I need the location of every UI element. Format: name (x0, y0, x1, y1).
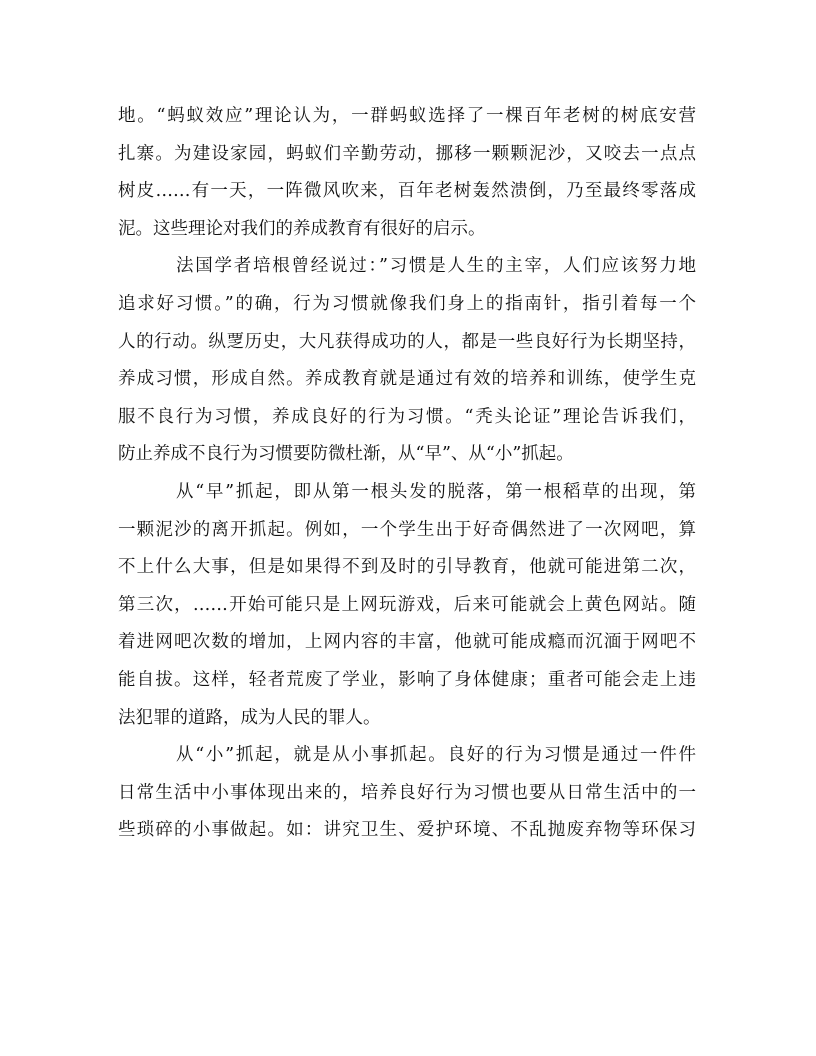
text-line: 着进网吧次数的增加，上网内容的丰富，他就可能成瘾而沉湎于网吧不 (118, 632, 696, 653)
text-line: 泥。这些理论对我们的养成教育有很好的启示。 (118, 218, 486, 239)
text-line: 日常生活中小事体现出来的，培养良好行为习惯也要从日常生活中的一 (118, 782, 696, 803)
text-line: 地。“蚂蚁效应”理论认为，一群蚂蚁选择了一棵百年老树的树底安营 (118, 106, 696, 126)
text-line: 人的行动。纵覂历史，大凡获得成功的人，都是一些良好行为长期坚持， (118, 331, 696, 352)
text-line: 服不良行为习惯，养成良好的行为习惯。“秃头论证”理论告诉我们， (118, 406, 696, 427)
paragraph-first-line: 法国学者培根曾经说过：”习惯是人生的主宰，人们应该努力地 (176, 256, 696, 277)
text-line: 防止养成不良行为习惯要防微杜渐，从“早”、从“小”抓起。 (118, 444, 574, 465)
text-line: 法犯罪的道路，成为人民的罪人。 (118, 707, 381, 728)
text-line: 养成习惯，形成自然。养成教育就是通过有效的培养和训练，使学生克 (118, 369, 696, 390)
paragraph-first-line: 从“早”抓起，即从第一根头发的脱落，第一根稻草的出现，第 (176, 481, 696, 502)
text-line: 能自拔。这样，轻者荒废了学业，影响了身体健康；重者可能会走上违 (118, 669, 696, 690)
text-line: 一颗泥沙的离开抓起。例如，一个学生出于好奇偶然进了一次网吧，算 (118, 519, 696, 540)
paragraph-first-line: 从“小”抓起，就是从小事抓起。良好的行为习惯是通过一件件 (176, 745, 696, 766)
text-line: 扎寨。为建设家园，蚂蚁们辛勤劳动，挪移一颗颗泥沙，又咬去一点点 (118, 143, 696, 164)
text-line: 树皮……有一天，一阵微风吹来，百年老树轰然溃倒，乃至最终零落成 (118, 181, 696, 202)
text-line: 不上什么大事，但是如果得不到及时的引导教育，他就可能进第二次， (118, 557, 696, 578)
text-line: 追求好习惯。”的确，行为习惯就像我们身上的指南针，指引着每一个 (118, 293, 696, 314)
text-line: 第三次，……开始可能只是上网玩游戏，后来可能就会上黄色网站。随 (118, 594, 696, 615)
body-text (118, 98, 696, 850)
text-line: 些琐碎的小事做起。如：讲究卫生、爱护环境、不乱抛废弃物等环保习 (118, 820, 696, 841)
